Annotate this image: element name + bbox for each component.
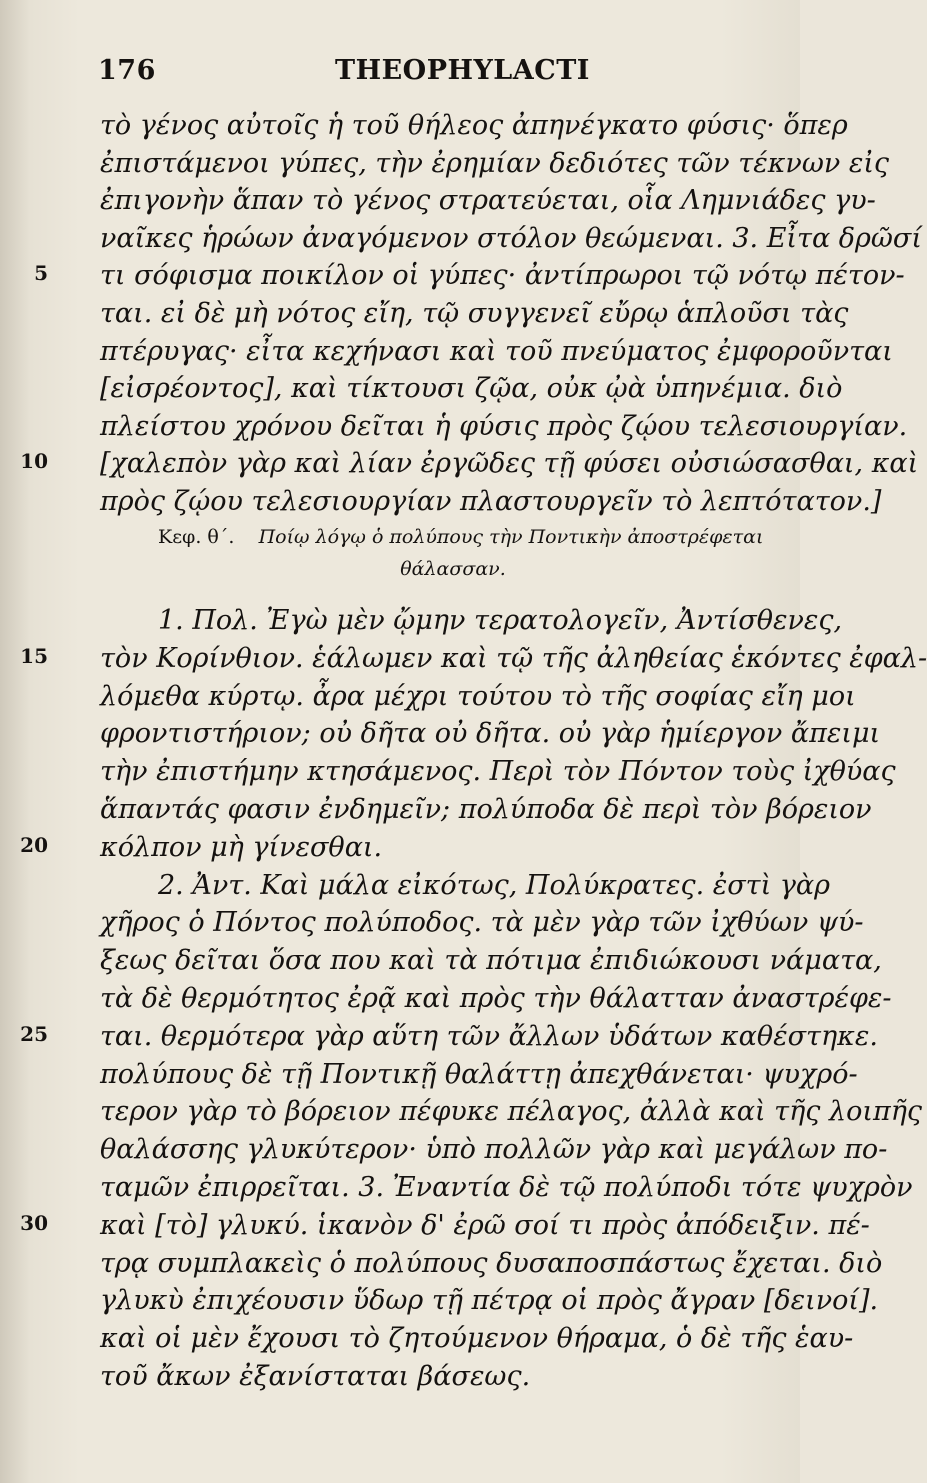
text-line — [0, 753, 896, 793]
line-text: κόλπον μὴ γίνεσθαι. — [100, 831, 383, 863]
line-text: πλείστου χρόνου δεῖται ἡ φύσις πρὸς ζῴου τελεσιουργίαν. — [100, 410, 908, 442]
text-line — [0, 1320, 854, 1360]
text-line — [0, 257, 905, 297]
line-text: πολύπους δὲ τῇ Ποντικῇ θαλάττῃ ἀπεχθάνεται· ψυχρό- — [100, 1058, 858, 1090]
line-text: τὸ γένος αὐτοῖς ἡ τοῦ θήλεος ἀπηνέγκατο φύσις· ὅπερ — [100, 110, 848, 141]
text-line — [0, 1282, 879, 1322]
line-text: τοῦ ἄκων ἐξανίσταται βάσεως. — [100, 1361, 531, 1392]
text-line — [0, 1018, 878, 1058]
text-line — [0, 715, 881, 755]
text-line — [0, 408, 908, 448]
line-number: 20 — [20, 832, 48, 857]
line-number: 30 — [20, 1210, 48, 1235]
line-text: ἅπαντάς φασιν ἐνδημεῖν; πολύποδα δὲ περὶ τὸν βόρειον — [100, 794, 872, 825]
line-text: τὴν ἐπιστήμην κτησάμενος. Περὶ τὸν Πόντον τοὺς ἰχθύας — [100, 756, 896, 788]
text-line — [0, 445, 919, 485]
line-text: ναῖκες ἡρώων ἀναγόμενον στόλον θεώμεναι. 3. Εἶτα δρῶσί — [100, 222, 922, 254]
line-text: πρὸς ζῴου τελεσιουργίαν πλαστουργεῖν τὸ λεπτότατον.] — [100, 486, 882, 517]
line-number: 15 — [20, 643, 48, 668]
line-text: πτέρυγας· εἶτα κεχήνασι καὶ τοῦ πνεύματος ἐμφοροῦνται — [100, 335, 893, 367]
text-line — [0, 1056, 858, 1096]
text-line — [0, 640, 927, 680]
chapter-title-line-1: Ποίῳ λόγῳ ὁ πολύπους τὴν Ποντικὴν ἀποστρέφεται — [258, 526, 764, 548]
text-line — [0, 1169, 913, 1209]
line-text: τερον γὰρ τὸ βόρειον πέφυκε πέλαγος, ἀλλὰ καὶ τῆς λοιπῆς — [100, 1096, 922, 1128]
text-line — [0, 145, 890, 185]
text-line — [0, 1358, 800, 1398]
text-line — [0, 1207, 870, 1247]
line-text: ται. θερμότερα γὰρ αὕτη τῶν ἄλλων ὑδάτων καθέστηκε. — [100, 1020, 878, 1052]
text-line — [0, 904, 864, 944]
text-line — [0, 829, 800, 869]
line-text: τι σόφισμα ποικίλον οἱ γύπες· ἀντίπρωροι τῷ νότῳ πέτον- — [100, 260, 905, 292]
text-line — [0, 483, 882, 523]
text-line — [0, 1131, 888, 1171]
text-line — [0, 602, 843, 642]
line-text: τὸν Κορίνθιον. ἑάλωμεν καὶ τῷ τῆς ἀληθείας ἑκόντες ἐφαλ- — [100, 642, 927, 674]
line-text: 1. Πολ. Ἐγὼ μὲν ᾤμην τερατολογεῖν, Ἀντίσθενες, — [158, 605, 843, 636]
line-text: τὰ δὲ θερμότητος ἐρᾷ καὶ πρὸς τὴν θάλατταν ἀναστρέφε- — [100, 983, 892, 1014]
line-text: θαλάσσης γλυκύτερον· ὑπὸ πολλῶν γὰρ καὶ μεγάλων πο- — [100, 1134, 888, 1166]
line-text: ἐπιγονὴν ἅπαν τὸ γένος στρατεύεται, οἷα Λημνιάδες γυ- — [100, 185, 876, 217]
line-number: 5 — [34, 261, 48, 286]
line-text: χῆρος ὁ Πόντος πολύποδος. τὰ μὲν γὰρ τῶν ἰχθύων ψύ- — [100, 907, 864, 939]
line-text: φροντιστήριον; οὐ δῆτα οὐ δῆτα. οὐ γὰρ ἡμίεργον ἄπειμι — [100, 718, 881, 750]
line-text: λόμεθα κύρτῳ. ἆρα μέχρι τούτου τὸ τῆς σοφίας εἴη μοι — [100, 680, 856, 712]
text-line — [0, 867, 831, 907]
text-line — [0, 678, 856, 718]
chapter-heading — [158, 521, 778, 585]
text-line — [0, 107, 848, 147]
line-text: ται. εἰ δὲ μὴ νότος εἴη, τῷ συγγενεῖ εὔρῳ ἁπλοῦσι τὰς — [100, 298, 849, 329]
line-text: ξεως δεῖται ὅσα που καὶ τὰ πότιμα ἐπιδιώκουσι νάματα, — [100, 945, 882, 977]
line-number: 25 — [20, 1021, 48, 1046]
line-text: [χαλεπὸν γὰρ καὶ λίαν ἐργῶδες τῇ φύσει οὐσιώσασθαι, καὶ — [100, 448, 919, 480]
text-line — [0, 1245, 883, 1285]
text-line — [0, 942, 882, 982]
running-title: THEOPHYLACTI — [335, 55, 590, 86]
text-line — [0, 1093, 922, 1133]
text-line — [0, 980, 892, 1020]
text-line — [0, 370, 843, 410]
line-number: 10 — [20, 449, 48, 474]
text-line — [0, 220, 922, 260]
page-number: 176 — [98, 55, 156, 86]
text-line — [0, 295, 849, 335]
text-line — [0, 791, 872, 831]
chapter-title-line-2: θάλασσαν. — [400, 558, 506, 580]
text-line — [0, 182, 876, 222]
line-text: [εἰσρέοντος], καὶ τίκτουσι ζῷα, οὐκ ᾠὰ ὑπηνέμια. διὸ — [100, 373, 843, 405]
line-text: γλυκὺ ἐπιχέουσιν ὕδωρ τῇ πέτρᾳ οἱ πρὸς ἄγραν [δεινοί]. — [100, 1285, 879, 1317]
line-text: 2. Ἀντ. Καὶ μάλα εἰκότως, Πολύκρατες. ἐστὶ γὰρ — [158, 869, 831, 901]
line-text: καὶ [τὸ] γλυκύ. ἱκανὸν δ' ἐρῶ σοί τι πρὸς ἀπόδειξιν. πέ- — [100, 1209, 870, 1241]
line-text: τρᾳ συμπλακεὶς ὁ πολύπους δυσαποσπάστως ἔχεται. διὸ — [100, 1247, 883, 1279]
line-text: ἐπιστάμενοι γύπες, τὴν ἐρημίαν δεδιότες τῶν τέκνων εἰς — [100, 147, 890, 179]
chapter-label: Κεφ. θ΄. — [158, 526, 235, 548]
line-text: ταμῶν ἐπιρρεῖται. 3. Ἐναντία δὲ τῷ πολύποδι τότε ψυχρὸν — [100, 1172, 913, 1203]
page-header — [0, 55, 800, 100]
text-line — [0, 333, 893, 373]
line-text: καὶ οἱ μὲν ἔχουσι τὸ ζητούμενον θήραμα, ὁ δὲ τῆς ἑαυ- — [100, 1323, 854, 1355]
